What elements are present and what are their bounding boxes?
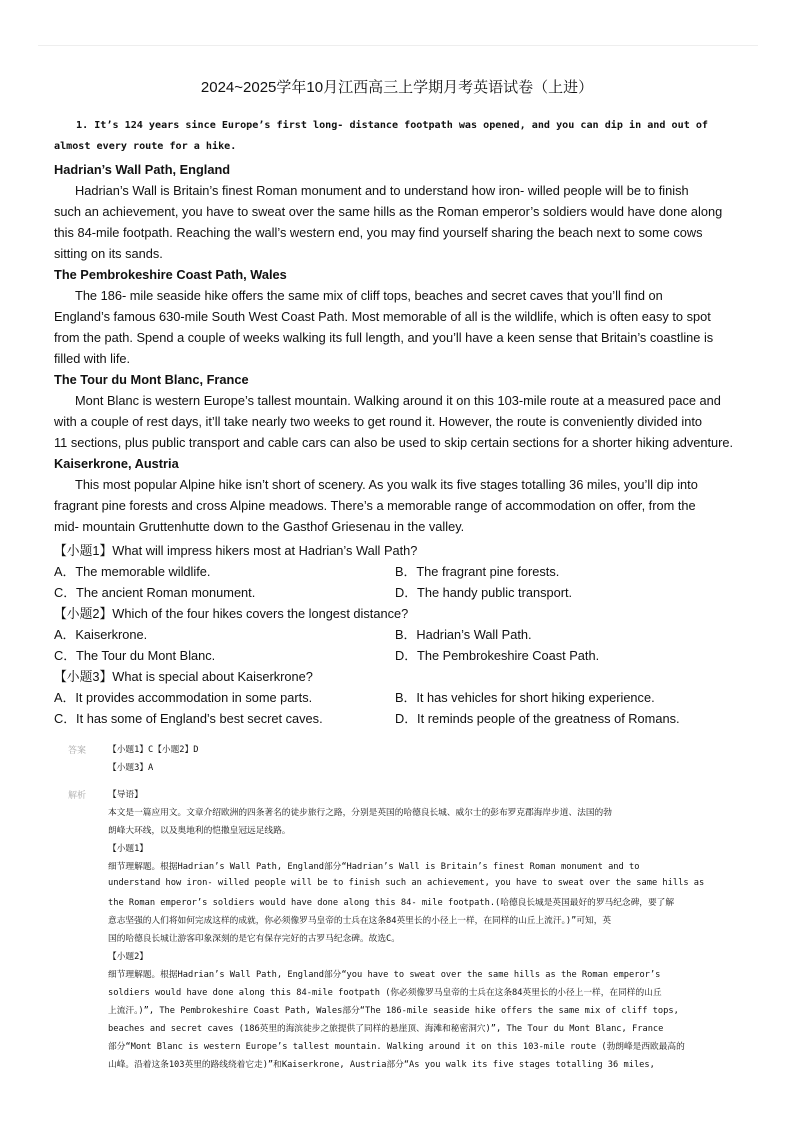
answer-option: C．The ancient Roman monument. <box>54 585 256 600</box>
paragraph-line: this 84-mile footpath. Reaching the wall’s western end, you may find yourself sharing the beach next to some cows <box>54 225 703 240</box>
option-row <box>54 708 754 729</box>
analysis-line <box>68 914 768 932</box>
answer-option: B．The fragrant pine forests. <box>395 564 560 579</box>
analysis-label <box>68 950 108 968</box>
paragraph-line: sitting on its sands. <box>54 246 163 261</box>
answer-option: A．It provides accommodation in some parts. <box>54 690 313 705</box>
analysis-label <box>68 1040 108 1058</box>
analysis-text: soldiers would have done along this 84-mile footpath (你必须像罗马皇帝的士兵在这条84英里长的小径上一样，在同样的山丘 <box>108 988 662 998</box>
answer-option: A．Kaiserkrone. <box>54 627 148 642</box>
analysis-text: 上流汗。)”, The Pembrokeshire Coast Path, Wales部分“The 186-mile seaside hike offers the same mix of cliff tops, <box>108 1006 679 1016</box>
option-row <box>54 645 754 666</box>
answer-option: B．Hadrian’s Wall Path. <box>395 627 532 642</box>
answer-block <box>68 743 768 1076</box>
paragraph-line: such an achievement, you have to sweat over the same hills as the Roman emperor’s soldiers would have done along <box>54 204 723 219</box>
paragraph-line: This most popular Alpine hike isn’t short of scenery. As you walk its five stages totalling 36 miles, you’ll dip into <box>75 477 698 492</box>
analysis-line <box>68 968 768 986</box>
analysis-text: 细节理解题。根据Hadrian’s Wall Path, England部分“you have to sweat over the same hills as the Roman emperor’s <box>108 970 661 980</box>
answer-line <box>68 743 768 761</box>
section-heading: Hadrian’s Wall Path, England <box>54 162 231 177</box>
analysis-line <box>68 788 768 806</box>
paragraph-line: Mont Blanc is western Europe’s tallest mountain. Walking around it on this 103-mile route at a measured pace and <box>75 393 721 408</box>
page-title: 2024~2025学年10月江西高三上学期月考英语试卷（上进） <box>200 79 594 96</box>
analysis-label <box>68 986 108 1004</box>
paragraph-line: mid- mountain Gruttenhutte down to the Gasthof Griesenau in the valley. <box>54 519 465 534</box>
analysis-label <box>68 968 108 986</box>
analysis-text: beaches and secret caves (186英里的海滨徒步之旅提供了同样的悬崖顶、海滩和秘密洞穴)”, The Tour du Mont Blanc, France <box>108 1024 664 1034</box>
question-stem: 【小题2】Which of the four hikes covers the longest distance? <box>54 606 409 621</box>
header-divider <box>38 45 758 46</box>
analysis-label <box>68 932 108 950</box>
option-row <box>54 582 754 603</box>
paragraph-line: from the path. Spend a couple of weeks walking its full length, and you’ll have a keen sense that Britain’s coastline is <box>54 330 714 345</box>
answer-text: 【小题3】A <box>108 763 154 773</box>
answer-option: C．It has some of England’s best secret caves. <box>54 711 323 726</box>
analysis-line <box>68 1022 768 1040</box>
answer-option: B．It has vehicles for short hiking experience. <box>395 690 655 705</box>
analysis-label <box>68 860 108 878</box>
analysis-line <box>68 1058 768 1076</box>
analysis-label <box>68 824 108 842</box>
option-row <box>54 687 754 708</box>
analysis-label <box>68 896 108 914</box>
analysis-label: 解析 <box>68 791 87 801</box>
paragraph-line: with a couple of rest days, it’ll take nearly two weeks to get round it. However, the route is conveniently divided into <box>54 414 703 429</box>
analysis-text: 部分“Mont Blanc is western Europe’s tallest mountain. Walking around it on this 103-mile route (勃朗峰是西欧最高的 <box>108 1042 685 1052</box>
analysis-line <box>68 824 768 842</box>
analysis-label <box>68 1004 108 1022</box>
section-heading: The Tour du Mont Blanc, France <box>54 372 249 387</box>
answer-option: A．The memorable wildlife. <box>54 564 211 579</box>
analysis-line <box>68 1004 768 1022</box>
paragraph-line: fragrant pine forests and cross Alpine meadows. There’s a memorable range of accommodation on offer, from the <box>54 498 696 513</box>
analysis-text: understand how iron- willed people will be to finish such an achievement, you have to sweat over the same hills as <box>108 878 705 888</box>
answer-text: 【小题1】C【小题2】D <box>108 745 199 755</box>
answer-label <box>68 761 108 779</box>
analysis-text: 本文是一篇应用文。文章介绍欧洲的四条著名的徒步旅行之路，分别是英国的哈德良长城、威尔士的彭布罗克郡海岸步道、法国的勃 <box>108 808 612 818</box>
paragraph-line: 11 sections, plus public transport and cable cars can also be used to skip certain sections for a shorter hiking adventure. <box>54 435 734 450</box>
answer-option: D．It reminds people of the greatness of Romans. <box>395 711 680 726</box>
analysis-text: 细节理解题。根据Hadrian’s Wall Path, England部分“Hadrian’s Wall is Britain’s finest Roman monument and to <box>108 862 640 872</box>
answer-option: D．The Pembrokeshire Coast Path. <box>395 648 600 663</box>
analysis-label <box>68 842 108 860</box>
analysis-text: 意志坚强的人们将如何完成这样的成就，你必须像罗马皇帝的士兵在这条84英里长的小径上一样，在同样的山丘上流汗。)”可知，英 <box>108 916 612 926</box>
analysis-text: 朗峰大环线，以及奥地利的恺撒皇冠远足线路。 <box>108 826 291 836</box>
analysis-line <box>68 896 768 914</box>
analysis-line <box>68 950 768 968</box>
section-heading: Kaiserkrone, Austria <box>54 456 179 471</box>
option-row <box>54 561 754 582</box>
analysis-text: 山峰。沿着这条103英里的路线绕着它走)”和Kaiserkrone, Austria部分“As you walk its five stages totalling 36 miles, <box>108 1060 655 1070</box>
section-heading: The Pembrokeshire Coast Path, Wales <box>54 267 287 282</box>
analysis-line <box>68 1040 768 1058</box>
question-stem: 【小题1】What will impress hikers most at Hadrian’s Wall Path? <box>54 543 418 558</box>
analysis-text: the Roman emperor’s soldiers would have done along this 84- mile footpath.(哈德良长城是英国最好的罗马纪念碑，要了解 <box>108 898 675 908</box>
analysis-text: 【导语】 <box>108 790 143 800</box>
analysis-text: 【小题1】 <box>108 844 148 854</box>
analysis-line <box>68 878 768 896</box>
answer-option: C．The Tour du Mont Blanc. <box>54 648 216 663</box>
paragraph-line: Hadrian’s Wall is Britain’s finest Roman monument and to understand how iron- willed people will be to finish <box>75 183 689 198</box>
intro-line: 1. It’s 124 years since Europe’s first long- distance footpath was opened, and you can dip in and out of <box>76 120 709 131</box>
analysis-text: 国的哈德良长城让游客印象深刻的是它有保存完好的古罗马纪念碑。故选C。 <box>108 934 400 944</box>
analysis-label <box>68 914 108 932</box>
analysis-label <box>68 1058 108 1076</box>
analysis-line <box>68 932 768 950</box>
question-stem: 【小题3】What is special about Kaiserkrone? <box>54 669 313 684</box>
analysis-line <box>68 806 768 824</box>
analysis-line <box>68 860 768 878</box>
question-block <box>54 120 754 729</box>
paragraph-line: England’s famous 630-mile South West Coast Path. Most memorable of all is the wildlife, which is often easy to spot <box>54 309 711 324</box>
paragraph-line: The 186- mile seaside hike offers the same mix of cliff tops, beaches and secret caves that you’ll find on <box>75 288 663 303</box>
analysis-label <box>68 1022 108 1040</box>
answer-line <box>68 761 768 779</box>
answer-option: D．The handy public transport. <box>395 585 573 600</box>
analysis-line <box>68 986 768 1004</box>
paragraph-line: filled with life. <box>54 351 131 366</box>
answer-label: 答案 <box>68 746 87 756</box>
analysis-text: 【小题2】 <box>108 952 148 962</box>
analysis-label <box>68 878 108 896</box>
intro-line: almost every route for a hike. <box>54 141 237 152</box>
analysis-line <box>68 842 768 860</box>
spacer <box>68 779 768 788</box>
analysis-label <box>68 806 108 824</box>
option-row <box>54 624 754 645</box>
